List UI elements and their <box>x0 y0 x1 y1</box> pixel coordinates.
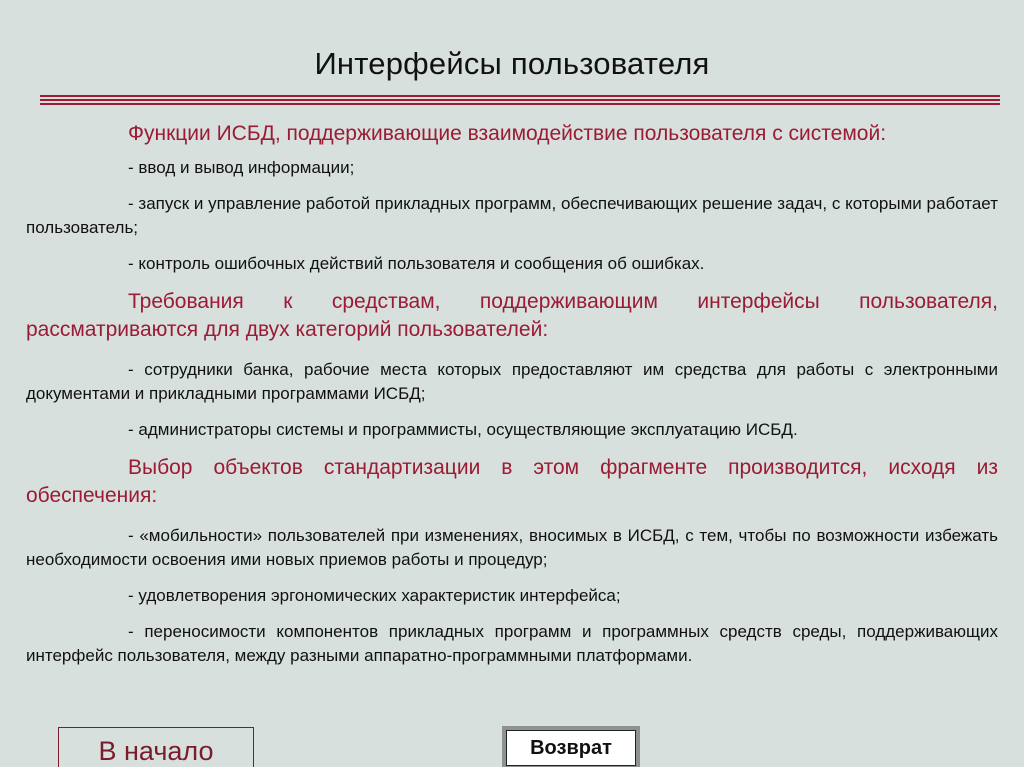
list-item: - администраторы системы и программисты, осуществляющие эксплуатацию ИСБД. <box>128 420 798 439</box>
list-item: - запуск и управление работой прикладных программ, обеспечивающих решение задач, с которыми работает пользователь; <box>26 194 998 237</box>
list-item: - переносимости компонентов прикладных программ и программных средств среды, поддерживающих интерфейс пользователя, между разными аппаратно-программными платформами. <box>26 622 998 665</box>
slide-title: Интерфейсы пользователя <box>314 46 710 81</box>
slide-content <box>26 120 998 668</box>
list-item: - ввод и вывод информации; <box>128 158 355 177</box>
title-divider-line <box>40 99 1000 101</box>
back-button[interactable] <box>502 726 640 767</box>
list-item: - удовлетворения эргономических характеристик интерфейса; <box>128 586 621 605</box>
back-button-label: Возврат <box>506 730 636 766</box>
title-divider-line <box>40 103 1000 105</box>
list-item: - сотрудники банка, рабочие места которых предоставляют им средства для работы с электронными документами и прикладными программами ИСБД; <box>26 360 998 403</box>
section-heading-requirements: Требования к средствам, поддерживающим интерфейсы пользователя, рассматриваются для двух категорий пользователей: <box>26 290 998 341</box>
section-heading-functions: Функции ИСБД, поддерживающие взаимодействие пользователя с системой: <box>128 122 887 145</box>
list-item: - «мобильности» пользователей при изменениях, вносимых в ИСБД, с тем, чтобы по возможности избежать необходимости освоения ими новых приемов работы и процедур; <box>26 526 998 569</box>
section-heading-standardization: Выбор объектов стандартизации в этом фрагменте производится, исходя из обеспечения: <box>26 456 998 507</box>
title-divider-line <box>40 95 1000 97</box>
home-button[interactable]: В начало <box>58 727 254 767</box>
list-item: - контроль ошибочных действий пользователя и сообщения об ошибках. <box>128 254 705 273</box>
